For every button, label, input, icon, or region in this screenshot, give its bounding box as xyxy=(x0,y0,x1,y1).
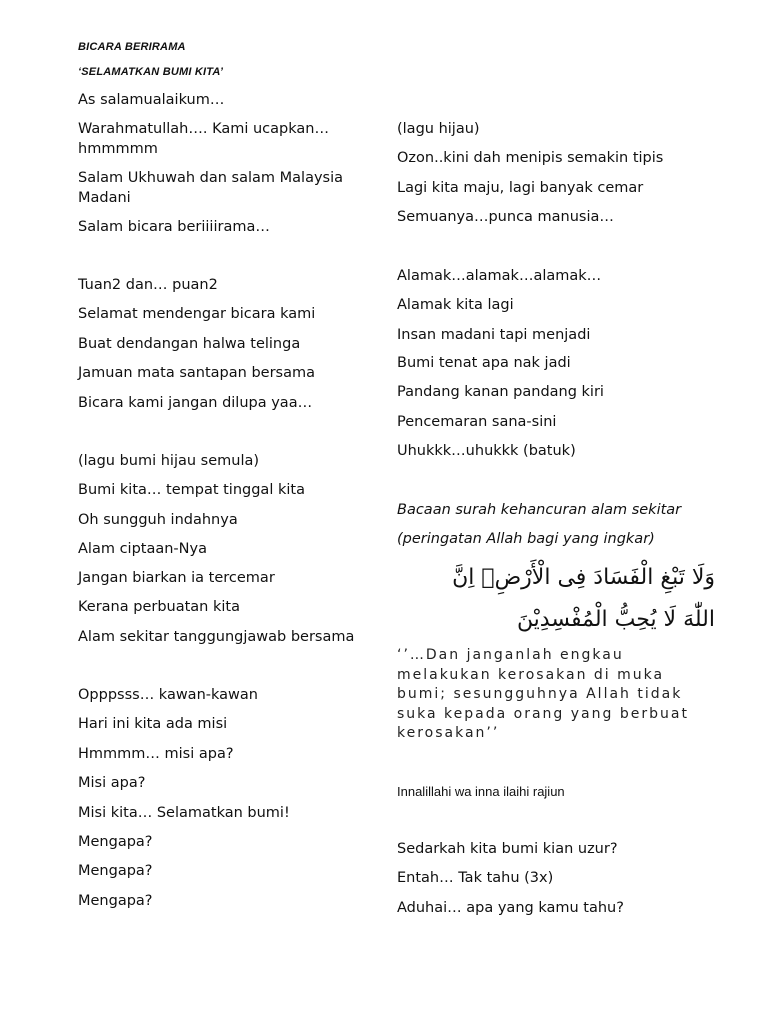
text-line: Misi kita… Selamatkan bumi! xyxy=(78,805,290,821)
text-line: Mengapa? xyxy=(78,834,153,850)
text-line: Bicara kami jangan dilupa yaa… xyxy=(78,395,313,411)
text-line: Entah… Tak tahu (3x) xyxy=(397,870,554,886)
text-line: Alamak kita lagi xyxy=(397,297,514,313)
text-line: As salamualaikum… xyxy=(78,92,225,108)
text-line: Lagi kita maju, lagi banyak cemar xyxy=(397,180,644,196)
text-line: Ozon..kini dah menipis semakin tipis xyxy=(397,150,664,166)
text-line: Selamat mendengar bicara kami xyxy=(78,306,316,322)
text-line: Alam ciptaan-Nya xyxy=(78,541,207,557)
text-line: Opppsss… kawan-kawan xyxy=(78,687,258,703)
text-line: Kerana perbuatan kita xyxy=(78,599,240,615)
text-line: Semuanya…punca manusia… xyxy=(397,209,614,225)
verse-translation: ‘’…Dan janganlah engkau melakukan kerosakan di muka bumi; sesungguhnya Allah tidak suka kepada orang yang berbuat kerosakan’’ xyxy=(397,647,689,741)
text-line: Sedarkah kita bumi kian uzur? xyxy=(397,841,618,857)
arabic-verse-line-2: اللّٰهَ لَا يُحِبُّ الْمُفْسِدِيْنَ xyxy=(516,607,715,632)
text-line: Tuan2 dan… puan2 xyxy=(78,277,218,293)
text-line: Pandang kanan pandang kiri xyxy=(397,384,604,400)
text-line: Alam sekitar tanggungjawab bersama xyxy=(78,629,355,645)
document-title: BICARA BERIRAMA xyxy=(78,41,186,53)
italic-line: (peringatan Allah bagi yang ingkar) xyxy=(397,531,655,547)
text-line: Bumi kita… tempat tinggal kita xyxy=(78,482,305,498)
text-line: (lagu hijau) xyxy=(397,121,480,137)
text-line: Mengapa? xyxy=(78,863,153,879)
arabic-verse-line-1: وَلَا تَبْغِ الْفَسَادَ فِى الْأَرْضِۗ اِنَّ xyxy=(452,565,715,590)
text-line: Buat dendangan halwa telinga xyxy=(78,336,301,352)
text-line: Salam bicara beriiiirama… xyxy=(78,219,270,235)
text-line: Warahmatullah…. Kami ucapkan… hmmmmm xyxy=(78,121,329,157)
text-line: Hmmmm… misi apa? xyxy=(78,746,234,762)
text-line: Aduhai… apa yang kamu tahu? xyxy=(397,900,624,916)
italic-line: Bacaan surah kehancuran alam sekitar xyxy=(397,502,682,518)
text-line: Insan madani tapi menjadi xyxy=(397,327,591,343)
text-line: Oh sungguh indahnya xyxy=(78,512,238,528)
text-line: Salam Ukhuwah dan salam Malaysia Madani xyxy=(78,170,344,206)
document-subtitle: ‘SELAMATKAN BUMI KITA’ xyxy=(78,66,224,78)
text-line: Alamak…alamak…alamak… xyxy=(397,268,602,284)
text-line: Jangan biarkan ia tercemar xyxy=(78,570,275,586)
text-line: Mengapa? xyxy=(78,893,153,909)
text-line: Pencemaran sana-sini xyxy=(397,414,557,430)
closing-phrase: Innalillahi wa inna ilaihi rajiun xyxy=(397,784,565,799)
text-line: (lagu bumi hijau semula) xyxy=(78,453,260,469)
text-line: Misi apa? xyxy=(78,775,146,791)
text-line: Hari ini kita ada misi xyxy=(78,716,228,732)
text-line: Bumi tenat apa nak jadi xyxy=(397,355,571,371)
text-line: Jamuan mata santapan bersama xyxy=(78,365,315,381)
text-line: Uhukkk…uhukkk (batuk) xyxy=(397,443,576,459)
